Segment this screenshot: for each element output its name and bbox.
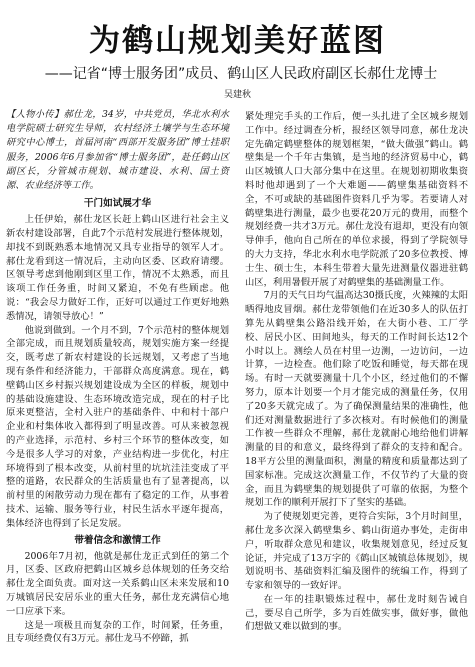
article-subtitle: ——记省“博士服务团”成员、鹤山区人民政府副区长郝仕龙博士	[44, 66, 438, 82]
paragraph: 他说到做到。一个月不到，7个示范村的整体规划全部完成，而且规划质量较高，规划实施方案一经提交，既考虑了新农村建设的长远规划，又考虑了当地现有条件和经济能力，干部群众高度满意。现在，鹤壁鹤山区乡村振兴规划建设成为全区的样板，规划中的基础设施建设、生态环境改造完成，现在的村子比原来更整洁，全村入驻户的基础条件、中和村十部户企业和村集体收入都得到了明显改善。可从来被忽视的产业选择，示范村、乡村三个环节的整体改变，如今是很多人学习的对象，产业结构进一步优化，村庄环境得到了根本改变，从前村里的坑坑洼洼变成了平整的道路，农民群众的生活质量也有了显著提高，以前村里的闲散劳动力现在都有了稳定的工作，从事着技术、运输、服务等行业，村民生活水平逐年提高，集体经济也得到了长足发展。	[6, 324, 229, 529]
left-column	[6, 108, 229, 646]
paragraph: 在一年的挂职锻炼过程中，郝仕龙时刻告诫自己，要尽自己所学，多为百姓做实事，做好事，做他们想做又难以做到的事。	[245, 593, 468, 633]
article-author: 吴建秋	[223, 90, 251, 100]
paragraph: 为了使规划更完善，更符合实际，3个月时间里，郝仕龙多次深入鹤壁集乡、鹤山街道办事处，走街串户，听取群众意见和建议，收集规划意见，经过反复论证，并完成了13万字的《鹤山区城镇总体规划》，规划说明书、基础资料汇编及图件的统编工作，得到了专家和领导的一致好评。	[245, 511, 468, 592]
right-column	[245, 110, 468, 634]
paragraph: 紧处理完手头的工作后，便一头扎进了全区城乡规划工作中。经过调查分析，报经区领导同意，郝仕龙决定先确定鹤壁整体的规划框架，“做大做强”鹤山。鹤壁集是一个千年古集镇，是当地的经济贸易中心，鹤山区城镇人口大部分集中在这里。在规划初期收集资料时他却遇到了一个大难题——鹤壁集基础资料不全，不可或缺的基础图件资料几乎为零。若要请人对鹤壁集进行测量，最少也要花20万元的费用，而整个规划经费一共才3万元。郝仕龙没有退却，更没有向领导伸手，他向自己所在的单位求援，得到了学院领导的大力支持，华北水利水电学院派了20多位教授、博士生、硕士生，本科生带着大量先进测量仪器进驻鹤山区，利用暑假开展了对鹤壁集的基础测量工作。	[245, 111, 468, 288]
paragraph: 这是一项极且而复杂的工作，时间紧，任务重，且专项经费仅有3万元。郝仕龙马不停蹄，抓	[6, 619, 229, 645]
article-title: 为鹤山规划美好蓝图	[89, 23, 386, 59]
section-heading-2: 带着信念和激情工作	[74, 534, 161, 546]
section-heading-1: 干门如试展才华	[83, 198, 152, 210]
paragraph: 上任伊始，郝仕龙区长赶上鹤山区进行社会主义新农村建设部署，自此7个示范村发展进行整体规划，却找不到既熟悉本地情况又具专业指导的领军人才。郝仕龙看到这一情况后，主动向区委、区政府请缨。区领导考虑到他刚到区里工作，情况不太熟悉，而且该项工作任务重，时间又紧迫，不免有些顾虑。他说：“我会尽力做好工作，正好可以通过工作更好地熟悉情况，请领导放心！”	[6, 214, 229, 322]
bio-intro: 【人物小传】郝仕龙，34岁，中共党员，华北水利水电学院硕士研究生导师，农村经济土壤学与生态环境研究中心博士，首届河南“西部开发服务团”博士挂职服务，2006年6月参加省“博士服务团”，赴任鹤山区副区长，分管城市规划、城市建设、水利、国土资源、农业经济等工作。	[6, 109, 229, 192]
paragraph: 7月的天气日均气温高达30摄氏度，火辣辣的太阳晒得地皮冒烟。郝仕龙带领他们在近30多人的队伍打算先从鹤壁集公路沿线开始，在大街小巷、工厂学校、居民小区、田间地头，每天的工作时间长达12个小时以上。测绘人员在村里一边测，一边访问，一边计算，一边检查。他们除了吃饭和睡觉，每天都在现场。有时一天就要测量十几个小区，经过他们的不懈努力，原本计划要一个月才能完成的测量任务，仅用了20多天就完成了。为了确保测量结果的准确性，他们还对测量数据进行了多次核对。有时候他们的测量工作被一些群众不理解，郝仕龙就耐心地给他们讲解测量的目的和意义，最终得到了群众的支持和配合。18平方公里的测量面积，测量的精度和质量都达到了国家标准。完成这次测量工作，不仅节约了大量的资金，而且为鹤壁集的规划提供了可靠的依据，为整个规划工作的顺利开展打下了坚实的基础。	[245, 290, 468, 509]
paragraph: 2006年7月初，他就是郝仕龙正式到任的第二个月，区委、区政府把鹤山区城乡总体规划的任务交给郝仕龙全面负责。面对这一关系鹤山区未来发展和10万城镇居民安居乐业的重大任务，郝仕龙充满信心地一口应承下来。	[6, 550, 229, 617]
